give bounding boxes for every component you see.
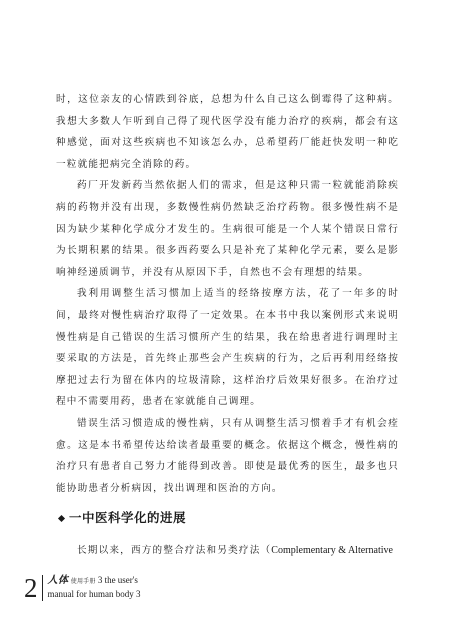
paragraph-2: 药厂开发新药当然依据人们的需求，但是这种只需一粒就能消除疾病的药物并没有出现，多数慢性病仍然缺乏治疗药物。很多慢性病不是因为缺少某种化学成分才发生的。生病很可能是一个人某个错误日常行为长期积累的结果。很多西药要么只是补充了某种化学元素，要么是影响神经递质调节，并没有从原因下手，自然也不会有理想的结果。 [56, 180, 399, 278]
paragraph-4: 错误生活习惯造成的慢性病，只有从调整生活习惯着手才有机会痊愈。这是本书希望传达给读者最重要的概念。依据这个概念，慢性病的治疗只有患者自己努力才能得到改善。即使是最优秀的医生，最多也只能协助患者分析病因，找出调理和医治的方向。 [56, 417, 399, 494]
book-logo-subtitle: 使用手册 [70, 578, 96, 585]
paragraph-1: 时，这位亲友的心情跌到谷底，总想为什么自己这么倒霉得了这种病。我想大多数人乍听到自己得了现代医学没有能力治疗的疾病，都会有这种感觉，面对这些疾病也不知该怎么办，总希望药厂能赶快发明一种吃一粒就能把病完全消除的药。 [56, 94, 399, 170]
last-paragraph [56, 541, 399, 561]
last-paragraph-cn: 长期以来，西方的整合疗法和另类疗法（ [77, 545, 272, 556]
footer-title-line1 [48, 574, 141, 588]
paragraph-3: 我利用调整生活习惯加上适当的经络按摩方法，花了一年多的时间，最终对慢性病治疗取得了一定效果。在本书中我以案例形式来说明慢性病是自己错误的生活习惯所产生的结果，我在给患者进行调理时主要采取的方法是，首先终止那些会产生疾病的行为，之后再利用经络按摩把过去行为留在体内的垃圾清除，这样治疗后效果好很多。在治疗过程中不需要用药，患者在家就能自己调理。 [56, 288, 399, 408]
book-logo-text: 人体 [47, 575, 69, 586]
footer-book-title [48, 574, 141, 600]
diamond-bullet-icon [58, 514, 65, 521]
footer-title-line2: manual for human body 3 [47, 589, 141, 599]
footer-divider [42, 575, 43, 601]
page-footer [24, 574, 140, 614]
section-heading [56, 509, 399, 527]
section-heading-text: 一中医科学化的进展 [69, 510, 187, 525]
last-paragraph-en: Complementary & Alternative [271, 545, 393, 556]
footer-title-en1: 3 the user's [97, 575, 138, 585]
page-number: 2 [24, 573, 38, 603]
body-text [56, 89, 399, 499]
